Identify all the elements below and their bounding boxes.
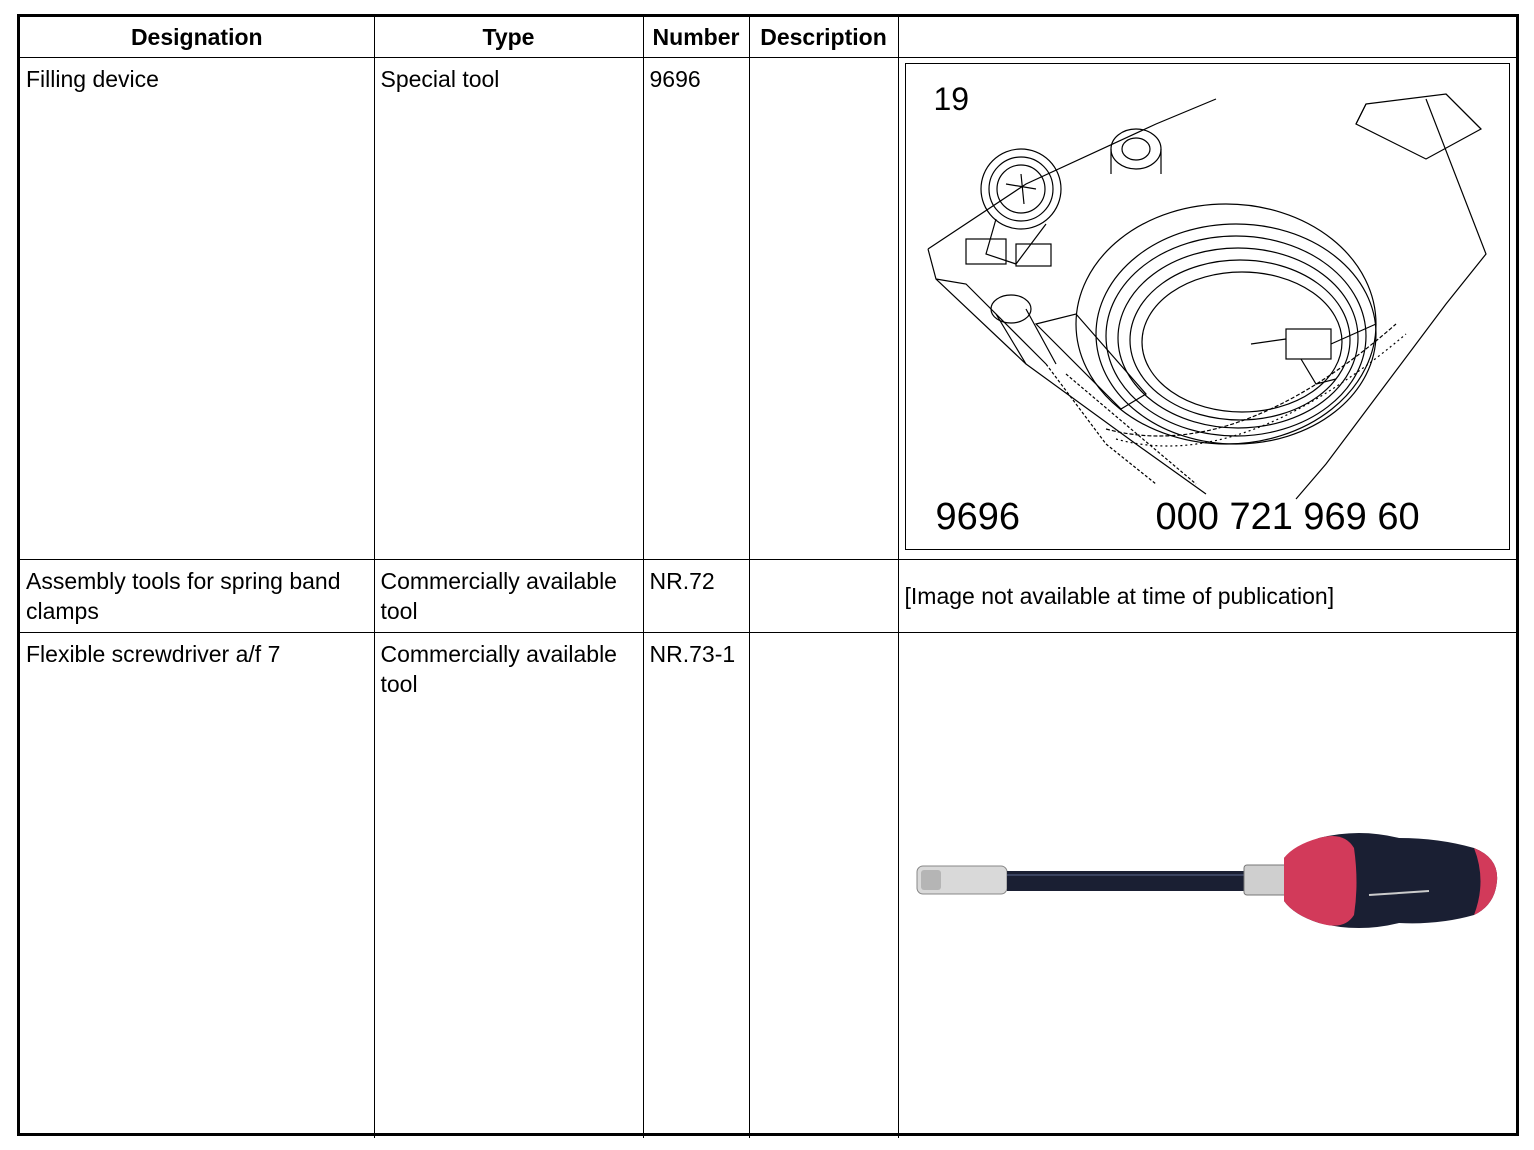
cell-number: NR.72 (643, 560, 749, 633)
drawing-part-number: 000 721 969 60 (1155, 496, 1420, 538)
table-row (20, 633, 1516, 1139)
drawing-tool-number: 9696 (935, 496, 1021, 538)
cell-image (898, 560, 1516, 633)
cell-number: NR.73-1 (643, 633, 749, 1139)
header-type: Type (374, 17, 643, 58)
table-row (20, 58, 1516, 560)
cell-image (898, 58, 1516, 560)
cell-designation: Assembly tools for spring band clamps (20, 560, 374, 633)
flexible-screwdriver-illustration (899, 633, 1514, 1131)
cell-type: Commercially available tool (374, 633, 643, 1139)
filling-device-drawing (905, 63, 1510, 550)
cell-designation: Filling device (20, 58, 374, 560)
table-header-row (20, 17, 1516, 58)
tools-table (20, 17, 1516, 1138)
tools-table-frame (17, 14, 1519, 1136)
cell-number: 9696 (643, 58, 749, 560)
header-image (898, 17, 1516, 58)
header-designation: Designation (20, 17, 374, 58)
drawing-figure-label: 19 (933, 81, 970, 117)
cell-designation: Flexible screwdriver a/f 7 (20, 633, 374, 1139)
header-description: Description (749, 17, 898, 58)
cell-type: Commercially available tool (374, 560, 643, 633)
screwdriver-photo (899, 633, 1517, 1138)
header-number: Number (643, 17, 749, 58)
filling-device-illustration (906, 64, 1509, 549)
cell-description (749, 560, 898, 633)
cell-description (749, 633, 898, 1139)
cell-type: Special tool (374, 58, 643, 560)
cell-image (898, 633, 1516, 1139)
table-row (20, 560, 1516, 633)
cell-description (749, 58, 898, 560)
image-unavailable-note: [Image not available at time of publication] (904, 583, 1335, 609)
